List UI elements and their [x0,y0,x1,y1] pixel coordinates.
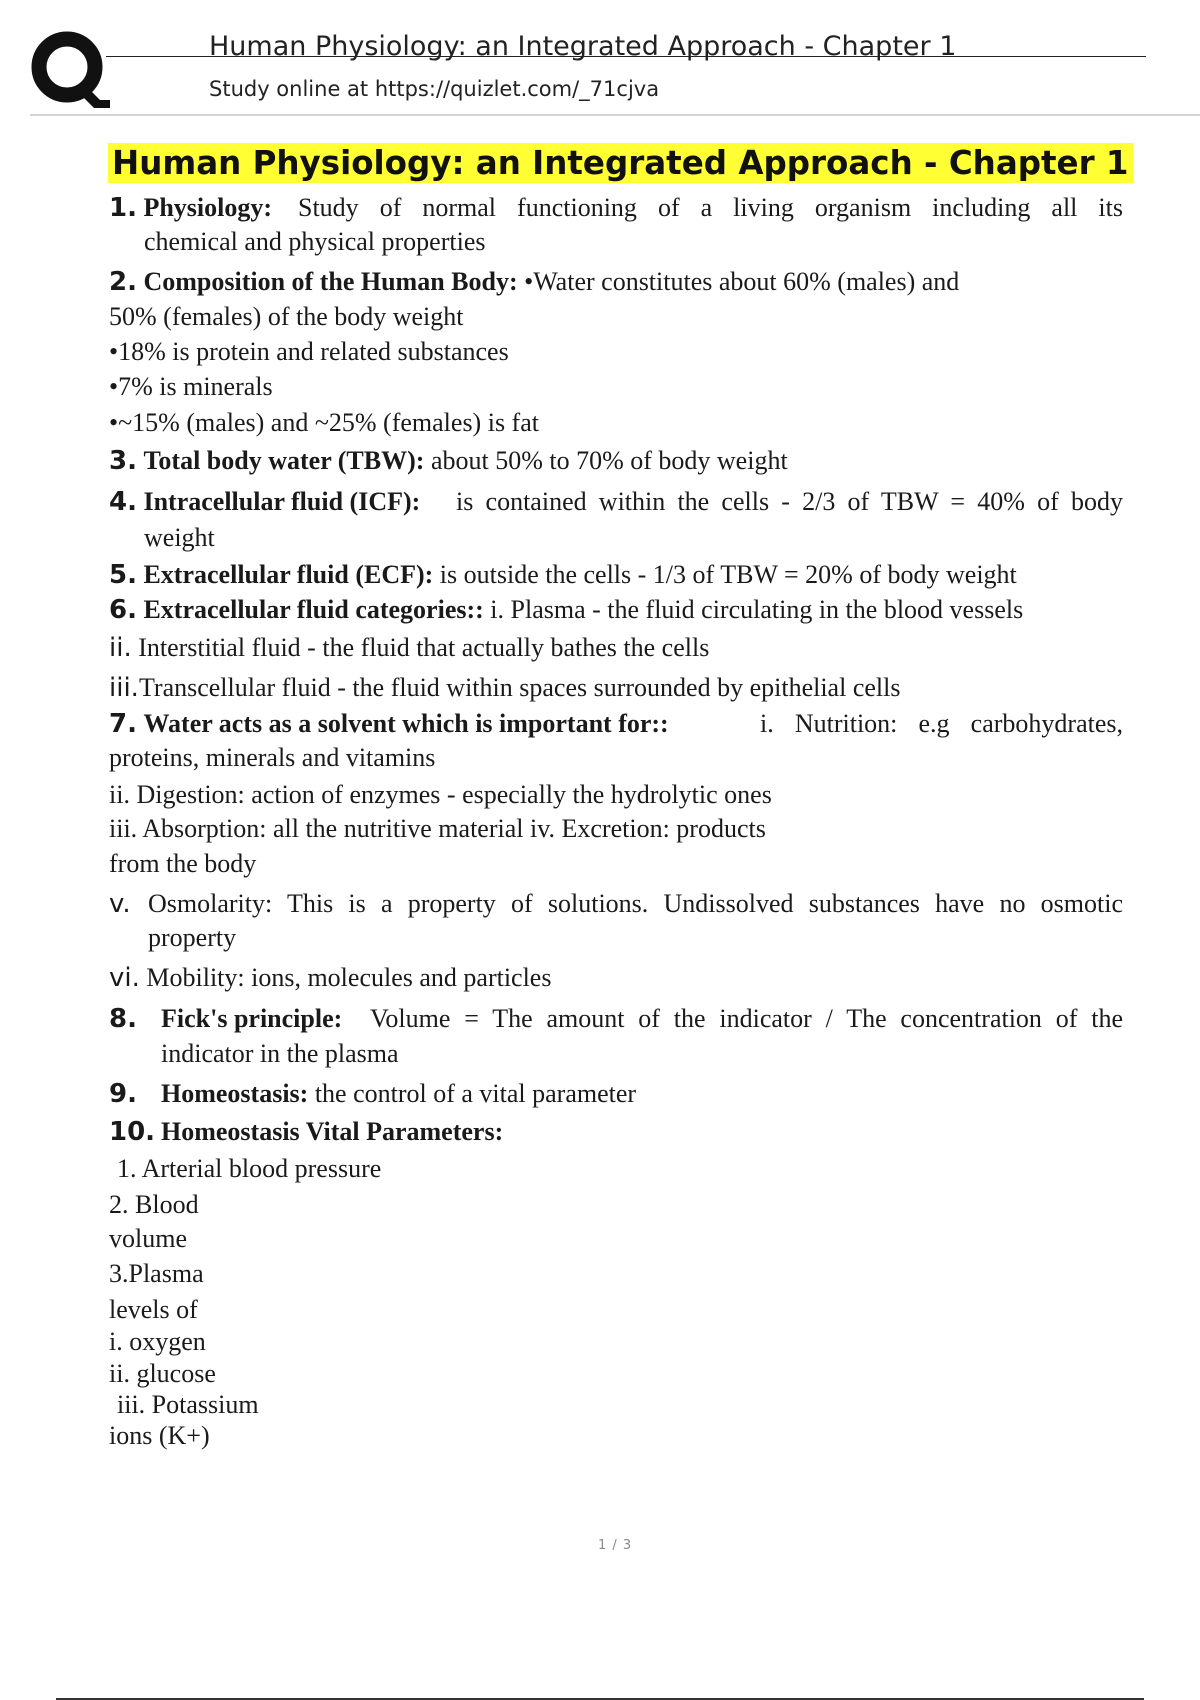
item-7-line-5: from the body [109,849,257,878]
list-item-4: 4. Intracellular fluid (ICF): [109,487,421,517]
item-2-line-2: 50% (females) of the body weight [109,302,464,331]
item-10-line-7: ii. glucose [109,1359,216,1388]
list-item-7: 7. Water acts as a solvent which is important for:: [109,709,669,739]
item-6-sub-iii: iii.Transcellular fluid - the fluid within spaces surrounded by epithelial cells [109,673,901,703]
item-2-line-4: •7% is minerals [109,372,273,401]
page-number: 1 / 3 [598,1538,633,1553]
list-item-2: 2. Composition of the Human Body: •Water constitutes about 60% (males) and [109,267,960,297]
document-title: Human Physiology: an Integrated Approach - Chapter 1 [108,143,1133,183]
item-7-text: i. Nutrition: e.g carbohydrates, [760,709,1123,738]
item-7-line-2: proteins, minerals and vitamins [109,743,436,772]
item-2-line-3: •18% is protein and related substances [109,337,509,366]
item-10-line-5: levels of [109,1295,198,1324]
item-10-line-2: 2. Blood [109,1190,199,1219]
item-9-marker: 9. [109,1079,137,1109]
header-study-link[interactable]: Study online at https://quizlet.com/_71cjva [209,77,660,101]
item-10-line-9: ions (K+) [109,1421,210,1450]
item-4-text: is contained within the cells - 2/3 of TBW = 40% of body [456,487,1123,516]
item-10-marker: 10. [109,1117,156,1147]
header-rule [30,114,1200,116]
item-10-line-3: volume [109,1224,187,1253]
list-item-3: 3. Total body water (TBW): about 50% to 70% of body weight [109,446,788,476]
item-8-marker: 8. [109,1004,137,1034]
item-7-sub-vi: vi. Mobility: ions, molecules and particles [109,963,552,993]
item-4-text-cont: weight [144,523,215,552]
item-7-line-3: ii. Digestion: action of enzymes - especially the hydrolytic ones [109,780,772,809]
list-item-1: 1. Physiology: [109,193,273,223]
item-8-text-cont: indicator in the plasma [161,1039,399,1068]
list-item-8: Fick's principle: [161,1004,343,1033]
item-10-line-8: iii. Potassium [117,1390,259,1419]
item-10-line-4: 3.Plasma [109,1259,204,1288]
item-1-text: Study of normal functioning of a living organism including all its [298,193,1123,222]
list-item-5: 5. Extracellular fluid (ECF): is outside the cells - 1/3 of TBW = 20% of body weight [109,560,1017,590]
quizlet-logo-icon [30,28,110,108]
item-8-text: Volume = The amount of the indicator / The concentration of the [370,1004,1123,1033]
item-7-sub-v-cont: property [148,923,237,952]
header-title: Human Physiology: an Integrated Approach - Chapter 1 [209,31,957,62]
item-10-line-6: i. oxygen [109,1327,206,1356]
list-item-6: 6. Extracellular fluid categories:: i. Plasma - the fluid circulating in the blood vessels [109,595,1024,625]
item-6-sub-ii: ii. Interstitial fluid - the fluid that actually bathes the cells [109,633,710,663]
item-2-line-5: •~15% (males) and ~25% (females) is fat [109,408,539,437]
item-10-line-1: 1. Arterial blood pressure [117,1154,382,1183]
item-7-sub-v-marker: v. [109,889,131,919]
list-item-9: Homeostasis: the control of a vital parameter [161,1079,637,1108]
item-1-text-cont: chemical and physical properties [144,227,486,256]
item-7-sub-v: Osmolarity: This is a property of solutions. Undissolved substances have no osmotic [148,889,1123,918]
item-7-line-4: iii. Absorption: all the nutritive material iv. Excretion: products [109,814,766,843]
list-item-10: Homeostasis Vital Parameters: [161,1117,504,1146]
